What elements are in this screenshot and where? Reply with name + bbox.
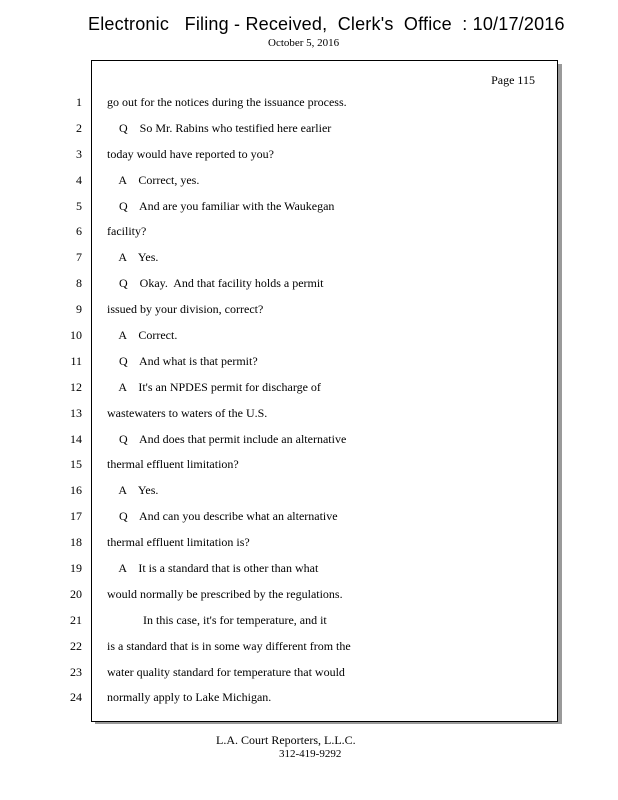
transcript-line: Q Okay. And that facility holds a permit — [107, 276, 324, 291]
court-reporter-name: L.A. Court Reporters, L.L.C. — [216, 733, 356, 747]
transcript-line: Q And what is that permit? — [107, 353, 258, 368]
electronic-filing-stamp: Electronic Filing - Received, Clerk's Office : 10/17/2016 — [88, 14, 565, 34]
transcript-line: A Yes. — [107, 483, 159, 498]
transcript-line: water quality standard for temperature that would — [107, 664, 345, 679]
transcript-line: In this case, it's for temperature, and it — [107, 612, 327, 627]
transcript-line: normally apply to Lake Michigan. — [107, 690, 272, 705]
line-number: 19 — [70, 561, 82, 576]
line-number: 20 — [70, 586, 82, 601]
transcript-line: issued by your division, correct? — [107, 302, 264, 317]
transcript-line: today would have reported to you? — [107, 146, 274, 161]
line-number: 3 — [76, 146, 82, 161]
court-reporter-phone: 312-419-9292 — [279, 748, 342, 760]
transcript-line: A Yes. — [107, 250, 159, 265]
line-number: 11 — [70, 353, 82, 368]
line-number: 7 — [76, 250, 82, 265]
line-number: 8 — [76, 276, 82, 291]
transcript-line: A It is a standard that is other than what — [107, 561, 319, 576]
transcript-line: Q And are you familiar with the Waukegan — [107, 198, 335, 213]
transcript-line: would normally be prescribed by the regulations. — [107, 586, 343, 601]
line-number: 14 — [70, 431, 82, 446]
transcript-text — [107, 94, 547, 715]
line-number-column — [60, 94, 82, 715]
transcript-line: wastewaters to waters of the U.S. — [107, 405, 268, 420]
line-number: 18 — [70, 535, 82, 550]
line-number: 24 — [70, 690, 82, 705]
transcript-line: A It's an NPDES permit for discharge of — [107, 379, 321, 394]
line-number: 6 — [76, 224, 82, 239]
line-number: 17 — [70, 509, 82, 524]
transcript-line: go out for the notices during the issuance process. — [107, 95, 347, 109]
transcript-line: facility? — [107, 224, 147, 239]
transcript-line: thermal effluent limitation is? — [107, 535, 250, 550]
transcript-line: Q So Mr. Rabins who testified here earlier — [107, 120, 332, 135]
line-number: 16 — [70, 483, 82, 498]
line-number: 12 — [70, 379, 82, 394]
line-number: 2 — [76, 120, 82, 135]
line-number: 1 — [76, 95, 82, 109]
line-number: 15 — [70, 457, 82, 472]
line-number: 22 — [70, 638, 82, 653]
line-number: 10 — [70, 328, 82, 343]
line-number: 5 — [76, 198, 82, 213]
line-number: 21 — [70, 612, 82, 627]
transcript-line: is a standard that is in some way different from the — [107, 638, 351, 653]
line-number: 23 — [70, 664, 82, 679]
transcript-line: A Correct. — [107, 328, 178, 343]
line-number: 9 — [76, 302, 82, 317]
transcript-line: Q And does that permit include an alternative — [107, 431, 347, 446]
hearing-date: October 5, 2016 — [268, 37, 340, 49]
line-number: 13 — [70, 405, 82, 420]
transcript-line: A Correct, yes. — [107, 172, 200, 187]
page-number: Page 115 — [491, 73, 535, 87]
transcript-line: thermal effluent limitation? — [107, 457, 239, 472]
transcript-line: Q And can you describe what an alternative — [107, 509, 338, 524]
line-number: 4 — [76, 172, 82, 187]
